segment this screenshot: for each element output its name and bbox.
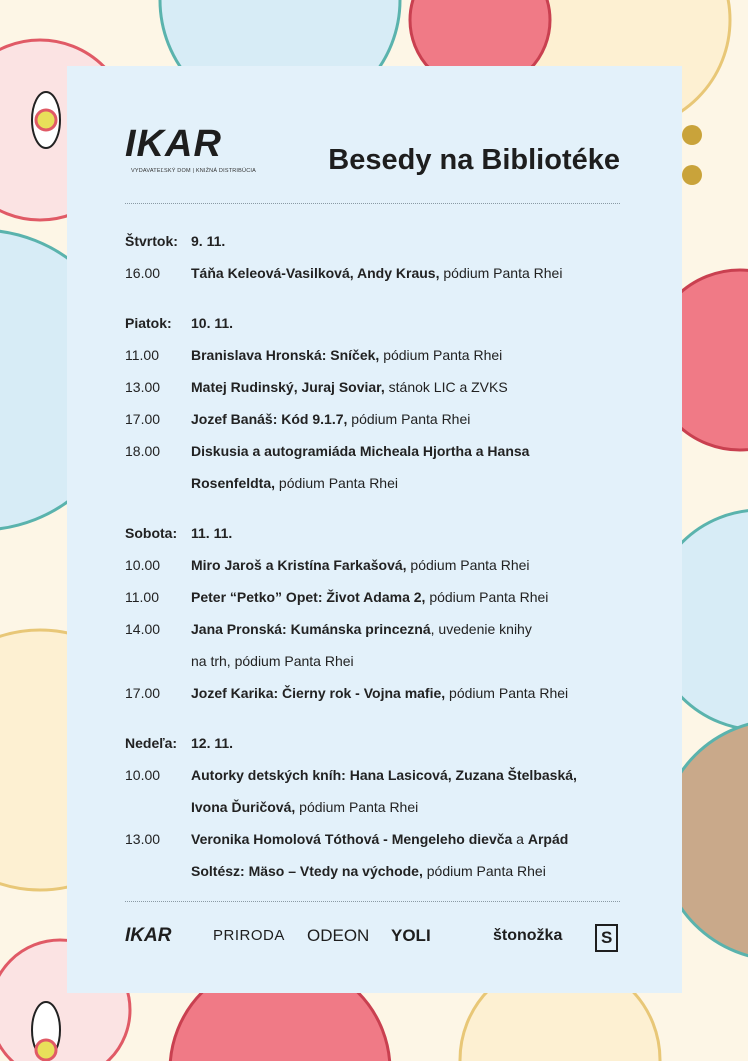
event-description [191, 621, 532, 637]
event-description [191, 475, 398, 491]
event-row [125, 404, 625, 436]
event-row [125, 824, 625, 856]
event-time: 14.00 [125, 621, 161, 637]
event-highlight: Ivona Ďuričová, [191, 799, 296, 815]
day-name: Sobota: [125, 525, 178, 541]
ikar-logo [125, 122, 256, 182]
event-highlight: Táňa Keleová-Vasilková, Andy Kraus, [191, 265, 440, 281]
event-description [191, 347, 502, 363]
event-description [191, 863, 546, 879]
event-row [125, 582, 625, 614]
event-text: pódium Panta Rhei [379, 347, 503, 363]
event-time: 17.00 [125, 411, 161, 427]
event-highlight: Miro Jaroš a Kristína Farkašová, [191, 557, 407, 573]
event-text: stánok LIC a ZVKS [384, 379, 508, 395]
day-gap [125, 290, 625, 308]
event-row [125, 372, 625, 404]
event-description [191, 557, 530, 573]
event-row [125, 258, 625, 290]
s-logo: S [595, 924, 618, 952]
day-date: 9. 11. [191, 233, 226, 249]
event-text: pódium Panta Rhei [295, 799, 419, 815]
event-text: pódium Panta Rhei [275, 475, 398, 491]
event-description [191, 443, 529, 459]
event-row [125, 646, 625, 678]
bottom-divider [125, 901, 620, 902]
event-highlight: Veronika Homolová Tóthová - Mengeleho dievča [191, 831, 513, 847]
event-text: pódium Panta Rhei [439, 265, 563, 281]
event-text: , uvedenie knihy [430, 621, 532, 637]
event-time: 11.00 [125, 347, 159, 363]
publisher-logos [125, 924, 625, 954]
event-time: 16.00 [125, 265, 161, 281]
schedule-list [125, 226, 625, 888]
event-highlight: Autorky detských kníh: Hana Lasicová, Zuzana Štelbaská, [191, 767, 577, 783]
day-header [125, 518, 625, 550]
event-description [191, 799, 418, 815]
page-title: Besedy na Bibliotéke [328, 144, 620, 176]
day-name: Nedeľa: [125, 735, 178, 751]
event-row [125, 792, 625, 824]
event-text: a [512, 831, 528, 847]
event-row [125, 678, 625, 710]
day-header [125, 728, 625, 760]
event-text: pódium Panta Rhei [425, 589, 549, 605]
stonozka-logo: štonožka [493, 927, 563, 944]
event-highlight: Soltész: Mäso – Vtedy na východe, [191, 863, 423, 879]
event-description [191, 411, 470, 427]
schedule-card [67, 66, 682, 993]
day-name: Piatok: [125, 315, 172, 331]
event-text: pódium Panta Rhei [406, 557, 530, 573]
event-text: na trh, pódium Panta Rhei [191, 653, 354, 669]
day-gap [125, 500, 625, 518]
event-description [191, 685, 568, 701]
day-header [125, 308, 625, 340]
event-description [191, 831, 568, 847]
event-highlight: Matej Rudinský, Juraj Soviar, [191, 379, 385, 395]
event-description [191, 379, 508, 395]
event-row [125, 856, 625, 888]
event-text: pódium Panta Rhei [347, 411, 471, 427]
yoli-logo: YOLI [391, 926, 431, 945]
event-description [191, 589, 548, 605]
top-divider [125, 203, 620, 204]
event-highlight: Diskusia a autogramiáda Micheala Hjortha a Hansa [191, 443, 530, 459]
event-highlight: Jana Pronská: Kumánska princezná [191, 621, 431, 637]
event-row [125, 468, 625, 500]
event-row [125, 614, 625, 646]
day-gap [125, 710, 625, 728]
day-date: 11. 11. [191, 525, 233, 541]
event-highlight: Rosenfeldta, [191, 475, 276, 491]
event-time: 13.00 [125, 379, 161, 395]
event-highlight: Jozef Karika: Čierny rok - Vojna mafie, [191, 685, 446, 701]
event-time: 17.00 [125, 685, 161, 701]
logo-subtitle: VYDAVATEĽSKÝ DOM | KNIŽNÁ DISTRIBÚCIA [131, 168, 256, 174]
event-highlight: Branislava Hronská: Sníček, [191, 347, 380, 363]
event-row [125, 760, 625, 792]
event-time: 11.00 [125, 589, 159, 605]
day-date: 10. 11. [191, 315, 234, 331]
event-description [191, 265, 562, 281]
day-name: Štvrtok: [125, 233, 178, 249]
odeon-logo: ODEON [307, 926, 370, 945]
event-time: 10.00 [125, 557, 161, 573]
logo-text: IKAR [125, 123, 222, 165]
event-highlight: Peter “Petko” Opet: Život Adama 2, [191, 589, 426, 605]
event-row [125, 436, 625, 468]
event-time: 18.00 [125, 443, 161, 459]
day-header [125, 226, 625, 258]
priroda-logo: PRIRODA [213, 927, 285, 944]
ikar-footer-logo: IKAR [125, 925, 172, 946]
event-description [191, 653, 354, 669]
event-time: 10.00 [125, 767, 161, 783]
event-description [191, 767, 577, 783]
event-highlight: Jozef Banáš: Kód 9.1.7, [191, 411, 348, 427]
event-row [125, 550, 625, 582]
event-highlight: Arpád [527, 831, 569, 847]
event-time: 13.00 [125, 831, 161, 847]
event-text: pódium Panta Rhei [445, 685, 569, 701]
event-row [125, 340, 625, 372]
event-text: pódium Panta Rhei [422, 863, 546, 879]
day-date: 12. 11. [191, 735, 234, 751]
